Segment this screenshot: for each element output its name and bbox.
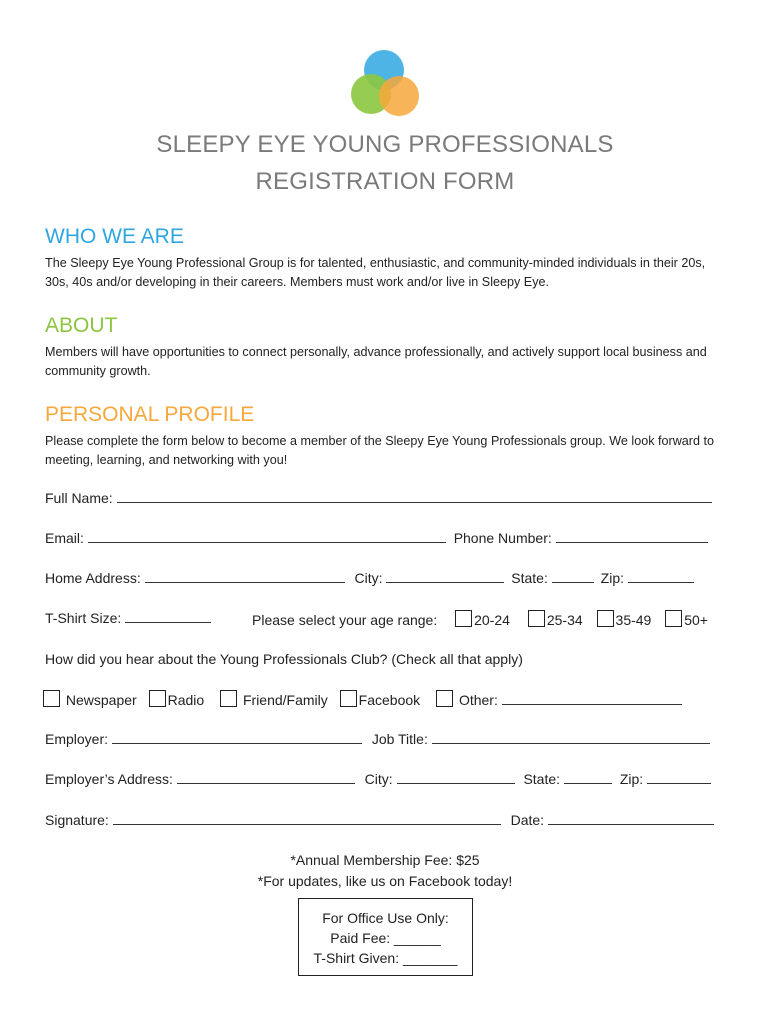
full-name-label: Full Name: <box>45 490 113 506</box>
checkbox[interactable] <box>528 610 545 627</box>
tshirt-field[interactable] <box>125 610 211 623</box>
who-we-are-text: The Sleepy Eye Young Professional Group is for talented, enthusiastic, and community-minded individuals in their 20s, 30s, 40s and/or developing in their careers. Members must work and/or live in Sleepy Eye. <box>45 256 706 289</box>
employer-state-field[interactable] <box>564 771 612 784</box>
age-range-row <box>252 610 708 628</box>
membership-fee-note: *Annual Membership Fee: $25 <box>290 852 480 868</box>
checkbox[interactable] <box>455 610 472 627</box>
home-address-field[interactable] <box>145 570 345 583</box>
email-label: Email: <box>45 530 84 546</box>
home-city-field[interactable] <box>386 570 504 583</box>
signature-field[interactable] <box>113 812 501 825</box>
office-tshirt-given: T-Shirt Given: _______ <box>313 950 458 966</box>
checkbox[interactable] <box>436 690 453 707</box>
hear-sources-row <box>43 690 682 708</box>
signature-label: Signature: <box>45 812 109 828</box>
phone-field[interactable] <box>556 530 708 543</box>
about-text: Members will have opportunities to connect personally, advance professionally, and actively support local business and community growth. <box>45 345 707 378</box>
age-option-20-24[interactable]: 20-24 <box>455 612 510 628</box>
job-title-field[interactable] <box>432 731 710 744</box>
date-field[interactable] <box>548 812 714 825</box>
home-address-row <box>45 570 694 586</box>
employer-field[interactable] <box>112 731 362 744</box>
signature-row <box>45 812 714 828</box>
age-range-label: Please select your age range: <box>252 612 438 628</box>
page-title-line2: REGISTRATION FORM <box>255 168 515 195</box>
employer-label: Employer: <box>45 731 109 747</box>
tshirt-row <box>45 610 211 626</box>
full-name-field[interactable] <box>117 490 712 503</box>
employer-row <box>45 731 710 747</box>
age-option-25-34[interactable]: 25-34 <box>528 612 583 628</box>
employer-address-label: Employer’s Address: <box>45 771 173 787</box>
employer-state-label: State: <box>523 771 561 787</box>
employer-address-row <box>45 771 711 787</box>
employer-zip-field[interactable] <box>647 771 711 784</box>
source-newspaper[interactable]: Newspaper <box>43 692 137 708</box>
full-name-row <box>45 490 712 506</box>
checkbox[interactable] <box>149 690 166 707</box>
personal-profile-text: Please complete the form below to become a member of the Sleepy Eye Young Professionals group. We look forward to meeting, learning, and networking with you! <box>45 434 715 467</box>
hear-about-prompt: How did you hear about the Young Professionals Club? (Check all that apply) <box>45 651 523 667</box>
personal-profile-heading: PERSONAL PROFILE <box>45 403 255 426</box>
tshirt-label: T-Shirt Size: <box>45 610 122 626</box>
employer-city-label: City: <box>364 771 393 787</box>
age-option-35-49[interactable]: 35-49 <box>597 612 652 628</box>
employer-address-field[interactable] <box>177 771 355 784</box>
phone-label: Phone Number: <box>453 530 552 546</box>
checkbox[interactable] <box>340 690 357 707</box>
office-use-box <box>298 898 473 976</box>
source-friend-family[interactable]: Friend/Family <box>220 692 328 708</box>
source-radio[interactable]: Radio <box>149 692 205 708</box>
about-heading: ABOUT <box>45 314 118 337</box>
employer-city-field[interactable] <box>397 771 515 784</box>
checkbox[interactable] <box>220 690 237 707</box>
checkbox[interactable] <box>597 610 614 627</box>
home-state-label: State: <box>511 570 548 586</box>
home-zip-label: Zip: <box>600 570 624 586</box>
date-label: Date: <box>510 812 545 828</box>
source-facebook[interactable]: Facebook <box>340 692 420 708</box>
source-other-field[interactable] <box>502 692 682 705</box>
logo-circles <box>350 48 422 120</box>
office-use-title: For Office Use Only: <box>322 910 449 926</box>
email-field[interactable] <box>88 530 446 543</box>
checkbox[interactable] <box>665 610 682 627</box>
home-zip-field[interactable] <box>628 570 694 583</box>
home-state-field[interactable] <box>552 570 594 583</box>
age-option-50-plus[interactable]: 50+ <box>665 612 708 628</box>
who-we-are-heading: WHO WE ARE <box>45 225 184 248</box>
facebook-updates-note: *For updates, like us on Facebook today! <box>257 873 513 889</box>
email-row <box>45 530 708 546</box>
home-address-label: Home Address: <box>45 570 141 586</box>
home-city-label: City: <box>354 570 383 586</box>
job-title-label: Job Title: <box>371 731 428 747</box>
employer-zip-label: Zip: <box>619 771 644 787</box>
source-other[interactable]: Other: <box>436 692 498 708</box>
checkbox[interactable] <box>43 690 60 707</box>
page-title-line1: SLEEPY EYE YOUNG PROFESSIONALS <box>156 131 614 158</box>
office-paid-fee: Paid Fee: ______ <box>330 930 441 946</box>
